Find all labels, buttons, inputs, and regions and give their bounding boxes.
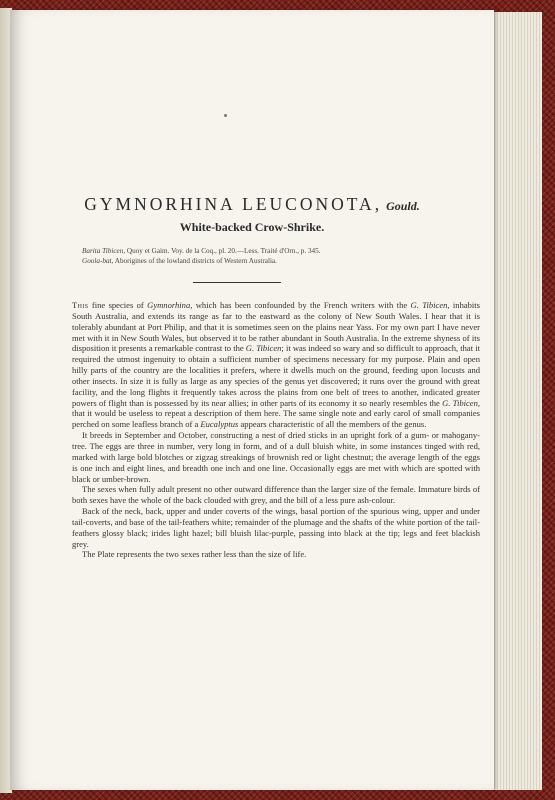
body-text: [72, 300, 480, 560]
italic-run: G. Tibicen: [245, 343, 282, 354]
species-authority: Gould.: [386, 199, 420, 213]
text-run: ; it was indeed so wary and so difficult to approach, that it required the utmost ingenuity to obtain a sufficient number of specimens necessary for my purpose. Plain and open hilly parts of the country are the localities it prefers, where it dwells much on the ground, feeding upon locusts and other insects. In size it is fully as large as any species of the genus yet discovered; it runs over the ground with great facility, and the long flights it frequently takes across the plains from one belt of trees to another, indicated greater powers of flight than is possessed by its near allies; in other parts of its economy it so nearly resembles the: [72, 343, 480, 408]
species-name: GYMNORHINA LEUCONOTA,: [84, 194, 383, 214]
synonym-reference: Aborigines of the lowland districts of Western Australia.: [114, 257, 277, 265]
italic-run: G. Tibicen: [410, 300, 448, 310]
synonym-name: Goola-bat,: [82, 257, 114, 265]
divider-rule: [193, 282, 281, 283]
text-run: , inhabits South Australia, and extends its range as far to the eastward as the colony of New South Wales. I hear that it is tolerably abundant at Port Philip, and that it is sometimes seen on the plains near Yass. For my own part I have never met with it in New South Wales, but observed it to be rather abundant in South Australia. In the extreme shyness of its disposition it presents a remarkable contrast to the: [72, 300, 480, 354]
page-title: [10, 194, 494, 215]
italic-run: Gymnorhina: [147, 300, 191, 310]
book-page: [10, 10, 494, 790]
synonym-line: [82, 256, 462, 266]
synonym-reference: Quoy et Gaim. Voy. de la Coq., pl. 20.—Less. Traité d'Orn., p. 345.: [126, 247, 321, 255]
paragraph: The sexes when fully adult present no other outward difference than the larger size of the female. Immature birds of both sexes have the whole of the back clouded with grey, and the bill of a less pure ash-colour.: [72, 484, 480, 506]
paragraph-lead: This: [72, 300, 89, 310]
synonym-name: Barita Tibicen,: [82, 247, 126, 255]
paragraph: Back of the neck, back, upper and under coverts of the wings, basal portion of the spurious wing, upper and under tail-coverts, and base of the tail-feathers white; remainder of the plumage and the shafts of the white portion of the tail-feathers glossy black; irides light hazel; bill bluish lilac-purple, passing into black at the tip; legs and feet blackish grey.: [72, 506, 480, 549]
common-name: White-backed Crow-Shrike.: [179, 220, 325, 234]
paragraph: [72, 300, 480, 430]
italic-run: G. Tibicen: [442, 397, 478, 408]
text-run: fine species of: [91, 300, 148, 310]
text-run: , which has been confounded by the French writers with the: [190, 300, 411, 310]
page-edges: [488, 12, 542, 790]
italic-run: Eucalyptus: [200, 419, 239, 430]
synonymy: [82, 246, 462, 266]
synonym-line: [82, 246, 462, 256]
text-run: , that it would be useless to repeat a description of them here. The same single note and early carol of small companies perched on some leafless branch of a: [72, 397, 480, 430]
paragraph: The Plate represents the two sexes rather less than the size of life.: [82, 549, 307, 560]
text-run: appears characteristic of all the members of the genus.: [238, 419, 427, 430]
page-mark: [224, 114, 227, 117]
paragraph: It breeds in September and October, constructing a nest of dried sticks in an upright fork of a gum- or mahogany-tree. The eggs are three in number, very long in form, and of a dull bluish white, in some instances tinged with red, marked with large bold blotches or zigzag streakings of brownish red or light chestnut; the average length of the eggs is one inch and eight lines, and breadth one inch and one line. Occasionally eggs are met with which are spotted with black or umber-brown.: [72, 430, 480, 484]
